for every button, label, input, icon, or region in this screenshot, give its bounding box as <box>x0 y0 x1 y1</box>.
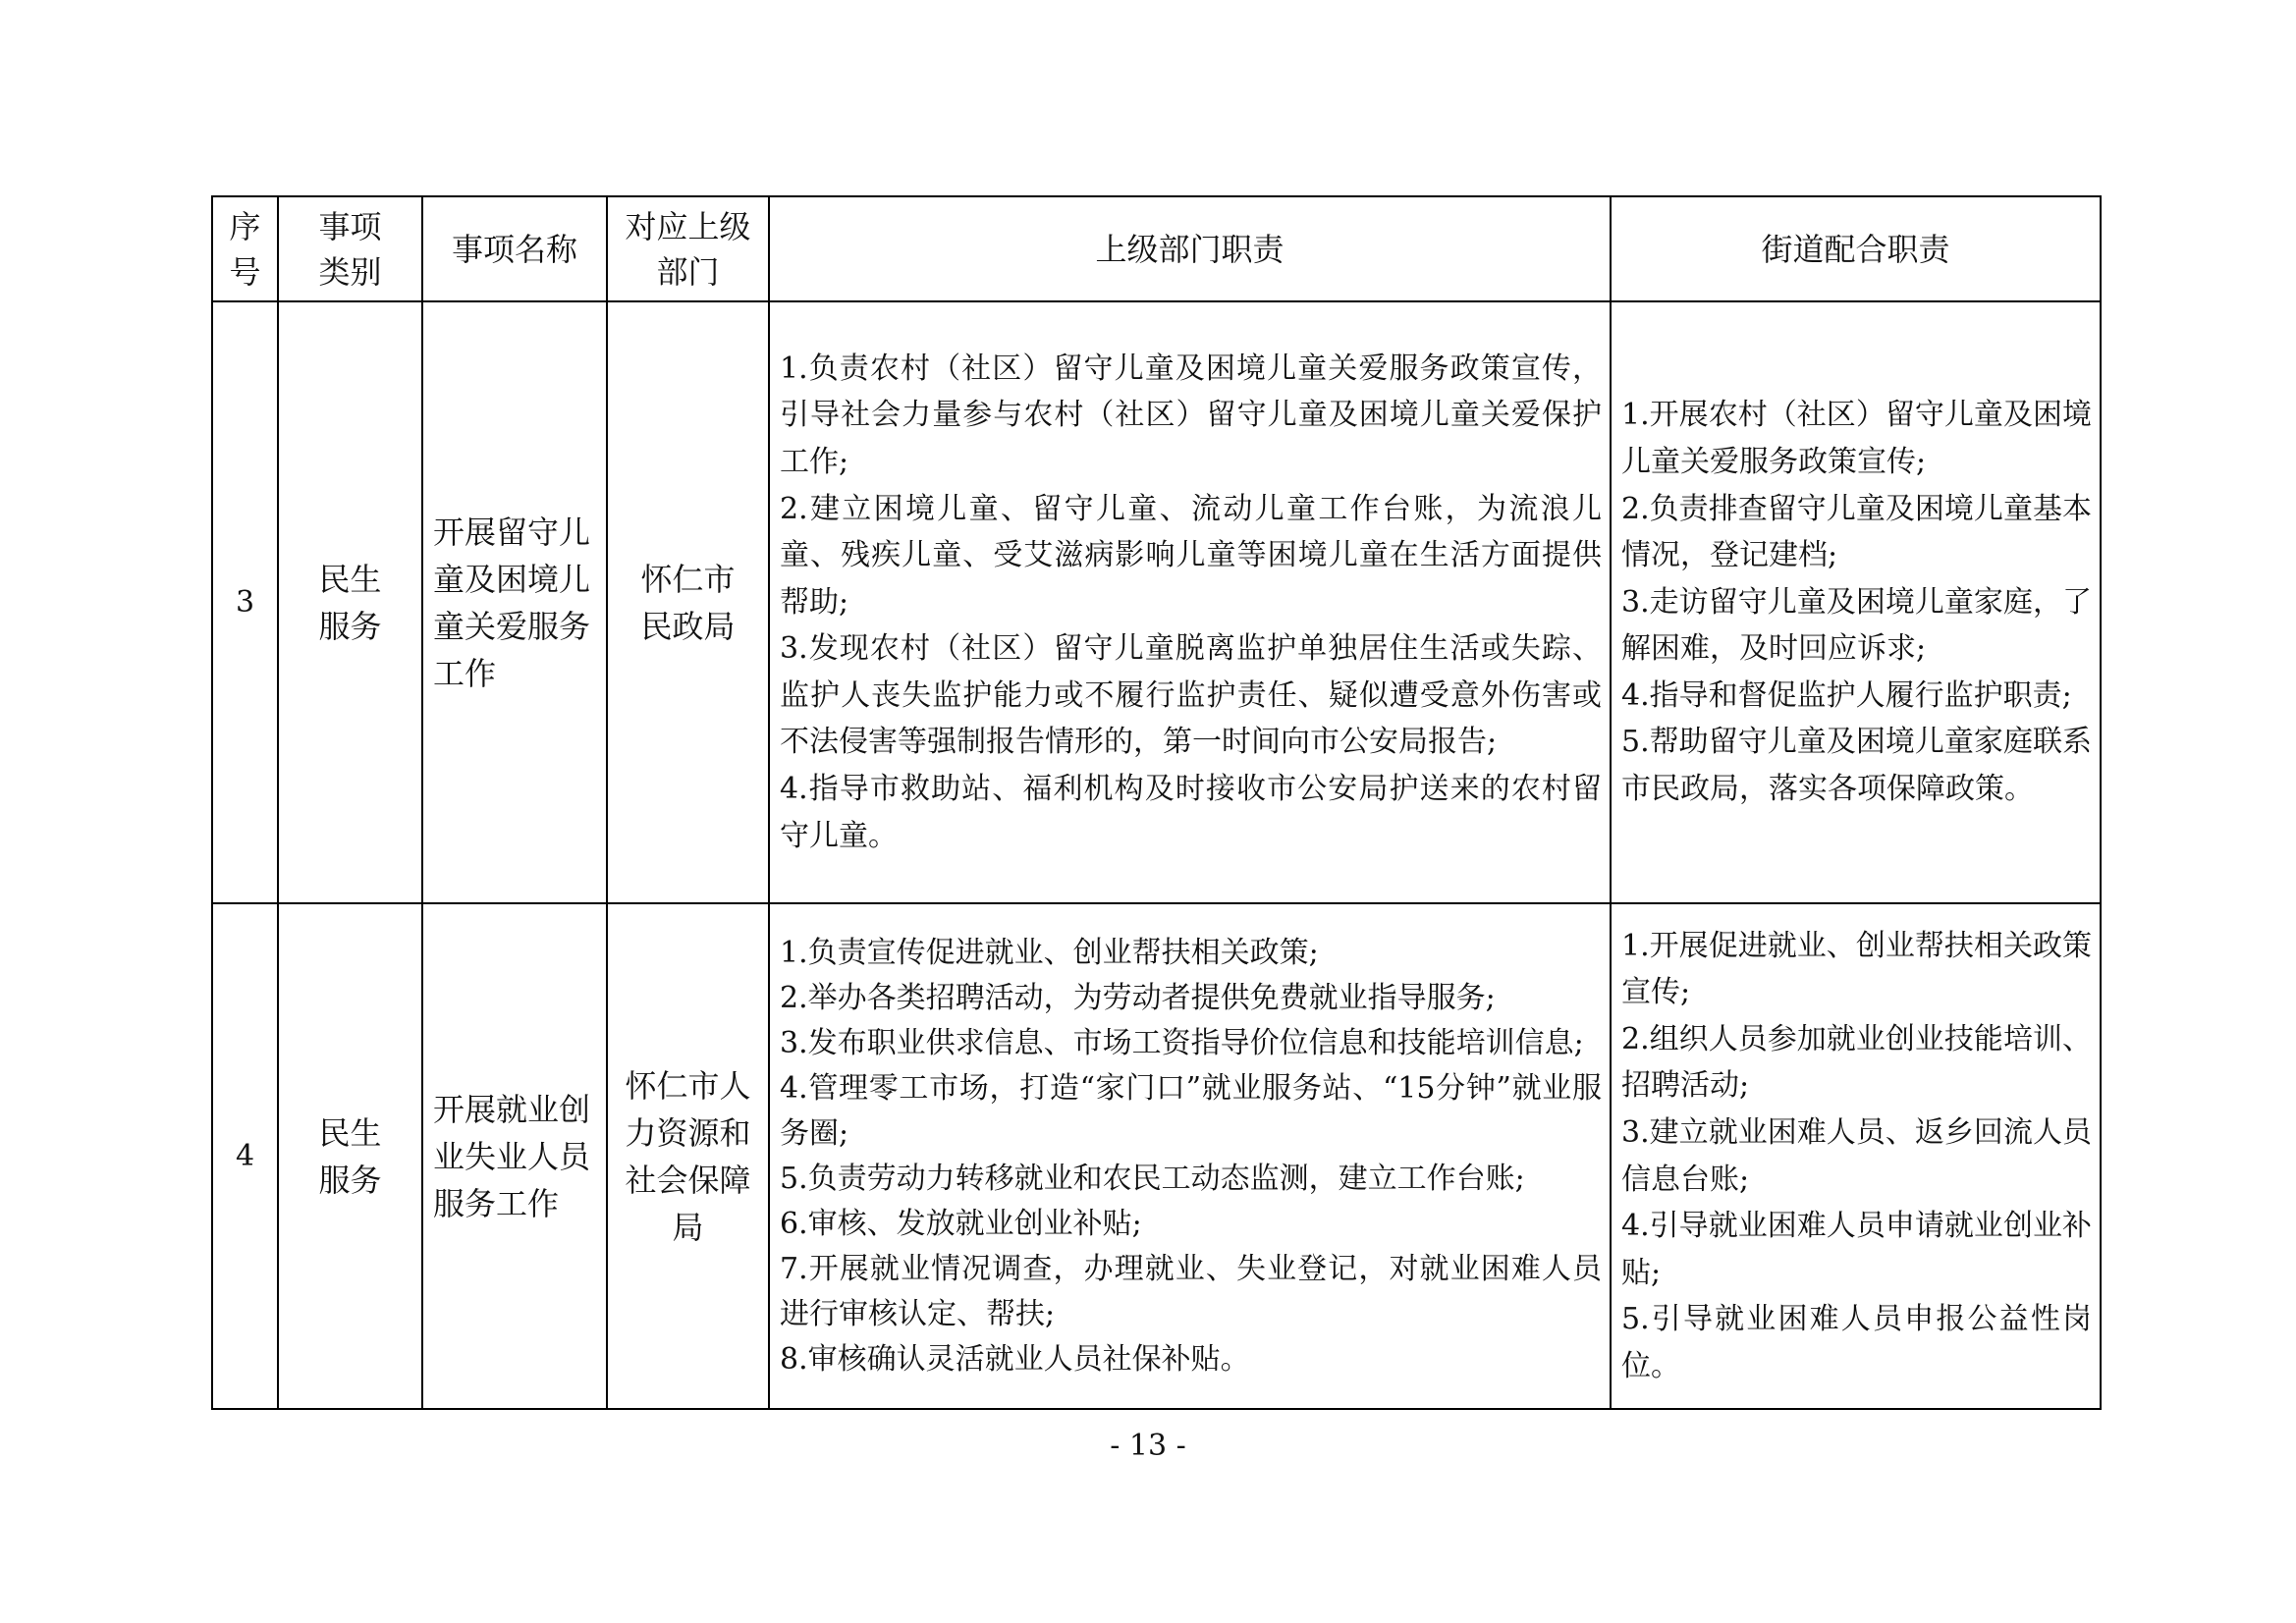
row-street-duties <box>1611 301 2101 903</box>
row-dept: 怀仁市民政局 <box>607 301 769 903</box>
header-dept: 对应上级部门 <box>607 196 769 301</box>
list-item: 2.建立困境儿童、留守儿童、流动儿童工作台账，为流浪儿童、残疾儿童、受艾滋病影响儿童等困境儿童在生活方面提供帮助; <box>780 491 1602 620</box>
header-category: 事项类别 <box>278 196 422 301</box>
list-item: 1.开展农村（社区）留守儿童及困境儿童关爱服务政策宣传; <box>1621 398 2092 479</box>
list-item: 1.开展促进就业、创业帮扶相关政策宣传; <box>1621 928 2092 1010</box>
list-item: 6.审核、发放就业创业补贴; <box>780 1206 1142 1241</box>
row-upper-duties <box>769 903 1611 1409</box>
header-street-duty: 街道配合职责 <box>1611 196 2101 301</box>
list-item: 3.发布职业供求信息、市场工资指导价位信息和技能培训信息; <box>780 1025 1584 1060</box>
duty-table <box>211 195 2102 1410</box>
list-item: 5.负责劳动力转移就业和农民工动态监测，建立工作台账; <box>780 1161 1525 1196</box>
table-header-row <box>212 196 2101 301</box>
header-name: 事项名称 <box>422 196 607 301</box>
list-item: 5.引导就业困难人员申报公益性岗位。 <box>1621 1302 2092 1383</box>
header-upper-duty: 上级部门职责 <box>769 196 1611 301</box>
list-item: 1.负责农村（社区）留守儿童及困境儿童关爱服务政策宣传，引导社会力量参与农村（社区）留守儿童及困境儿童关爱保护工作; <box>780 351 1602 479</box>
row-category: 民生服务 <box>278 301 422 903</box>
list-item: 8.审核确认灵活就业人员社保补贴。 <box>780 1341 1250 1377</box>
list-item: 2.负责排查留守儿童及困境儿童基本情况，登记建档; <box>1621 491 2092 573</box>
page-number: - 13 - <box>1110 1429 1186 1463</box>
row-upper-duties <box>769 301 1611 903</box>
row-name: 开展留守儿童及困境儿童关爱服务工作 <box>422 301 607 903</box>
list-item: 3.建立就业困难人员、返乡回流人员信息台账; <box>1621 1114 2092 1197</box>
list-item: 2.举办各类招聘活动，为劳动者提供免费就业指导服务; <box>780 980 1496 1015</box>
list-item: 4.指导市救助站、福利机构及时接收市公安局护送来的农村留守儿童。 <box>780 772 1602 853</box>
row-dept: 怀仁市人力资源和社会保障局 <box>607 903 769 1409</box>
row-category: 民生服务 <box>278 903 422 1409</box>
header-seq: 序号 <box>212 196 278 301</box>
list-item: 4.指导和督促监护人履行监护职责; <box>1621 677 2072 713</box>
list-item: 3.发现农村（社区）留守儿童脱离监护单独居住生活或失踪、监护人丧失监护能力或不履行监护责任、疑似遭受意外伤害或不法侵害等强制报告情形的，第一时间向市公安局报告; <box>780 631 1602 760</box>
row-seq: 3 <box>212 301 278 903</box>
row-name: 开展就业创业失业人员服务工作 <box>422 903 607 1409</box>
row-seq: 4 <box>212 903 278 1409</box>
list-item: 3.走访留守儿童及困境儿童家庭，了解困难，及时回应诉求; <box>1621 584 2092 667</box>
row-street-duties <box>1611 903 2101 1409</box>
list-item: 1.负责宣传促进就业、创业帮扶相关政策; <box>780 935 1319 970</box>
table-row <box>212 301 2101 903</box>
list-item: 4.管理零工市场，打造“家门口”就业服务站、“15分钟”就业服务圈; <box>780 1070 1602 1151</box>
table-row <box>212 903 2101 1409</box>
list-item: 7.开展就业情况调查，办理就业、失业登记，对就业困难人员进行审核认定、帮扶; <box>780 1251 1602 1331</box>
list-item: 4.引导就业困难人员申请就业创业补贴; <box>1621 1209 2092 1290</box>
list-item: 2.组织人员参加就业创业技能培训、招聘活动; <box>1621 1021 2092 1104</box>
list-item: 5.帮助留守儿童及困境儿童家庭联系市民政局，落实各项保障政策。 <box>1621 725 2092 807</box>
